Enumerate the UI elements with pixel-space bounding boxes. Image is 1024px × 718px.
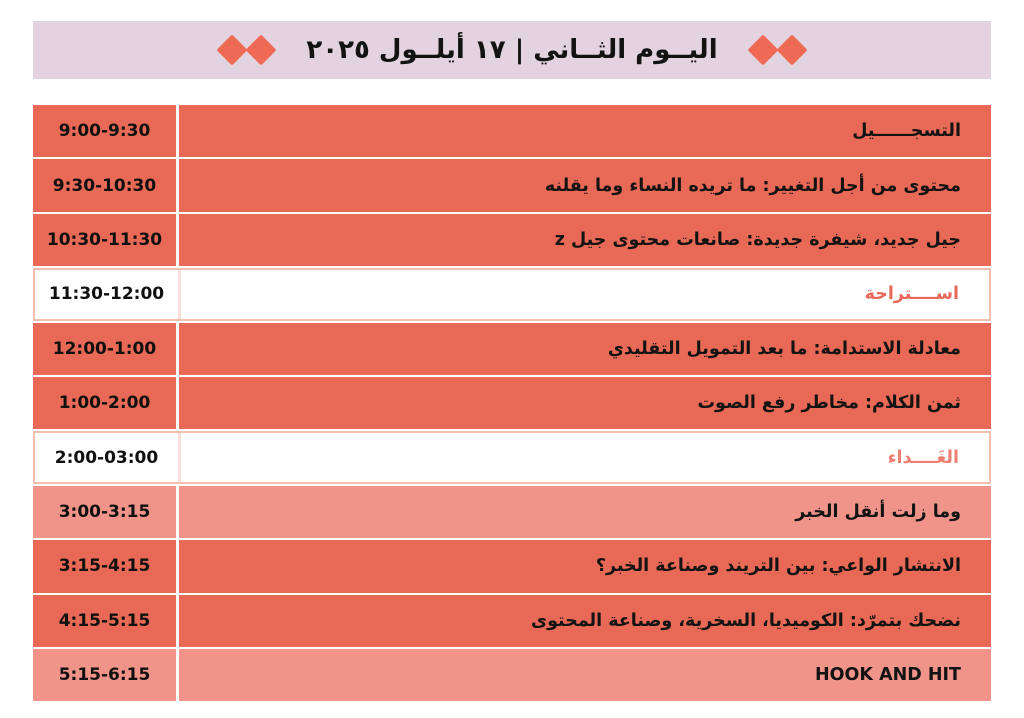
session-title: وما زلت أنقل الخبر — [176, 486, 991, 538]
schedule-row — [33, 431, 991, 483]
session-title: التسجــــــيل — [176, 105, 991, 157]
day-banner — [33, 21, 991, 79]
diamond-icon — [776, 34, 807, 65]
page — [0, 21, 1024, 718]
schedule-row — [33, 105, 991, 157]
diamond-pair-left — [221, 39, 272, 61]
session-time: 2:00-03:00 — [54, 447, 159, 468]
session-time: 11:30-12:00 — [48, 284, 165, 305]
schedule-row — [33, 214, 991, 266]
schedule-row — [33, 595, 991, 647]
session-title: HOOK AND HIT — [176, 649, 991, 701]
session-time: 3:15-4:15 — [58, 556, 151, 577]
session-title: محتوى من أجل التغيير: ما تريده النساء وما يقلنه — [176, 159, 991, 211]
schedule-row — [33, 486, 991, 538]
schedule-row — [33, 377, 991, 429]
schedule-row — [33, 649, 991, 701]
schedule-row — [33, 323, 991, 375]
schedule-row — [33, 159, 991, 211]
diamond-icon — [246, 34, 277, 65]
session-title: الغَــــداء — [178, 433, 989, 481]
session-time: 10:30-11:30 — [46, 229, 163, 250]
session-title: نضحك بتمرّد: الكوميديا، السخرية، وصناعة المحتوى — [176, 595, 991, 647]
session-time: 12:00-1:00 — [52, 338, 157, 359]
schedule-row — [33, 540, 991, 592]
session-time: 5:15-6:15 — [58, 665, 151, 686]
session-time: 3:00-3:15 — [58, 501, 151, 522]
session-time: 9:30-10:30 — [52, 175, 157, 196]
session-time: 4:15-5:15 — [58, 610, 151, 631]
diamond-icon — [747, 34, 778, 65]
session-time: 1:00-2:00 — [58, 393, 151, 414]
schedule-table — [33, 105, 991, 701]
diamond-pair-right — [752, 39, 803, 61]
session-title: اســــتراحة — [178, 270, 989, 318]
banner-title: اليــوم الثــاني | ١٧ أيلــول ٢٠٢٥ — [306, 35, 718, 65]
session-title: ثمن الكلام: مخاطر رفع الصوت — [176, 377, 991, 429]
schedule-row — [33, 268, 991, 320]
session-title: جيل جديد، شيفرة جديدة: صانعات محتوى جيل z — [176, 214, 991, 266]
diamond-icon — [217, 34, 248, 65]
session-title: معادلة الاستدامة: ما بعد التمويل التقليدي — [176, 323, 991, 375]
session-time: 9:00-9:30 — [58, 121, 151, 142]
session-title: الانتشار الواعي: بين التريند وصناعة الخبر؟ — [176, 540, 991, 592]
